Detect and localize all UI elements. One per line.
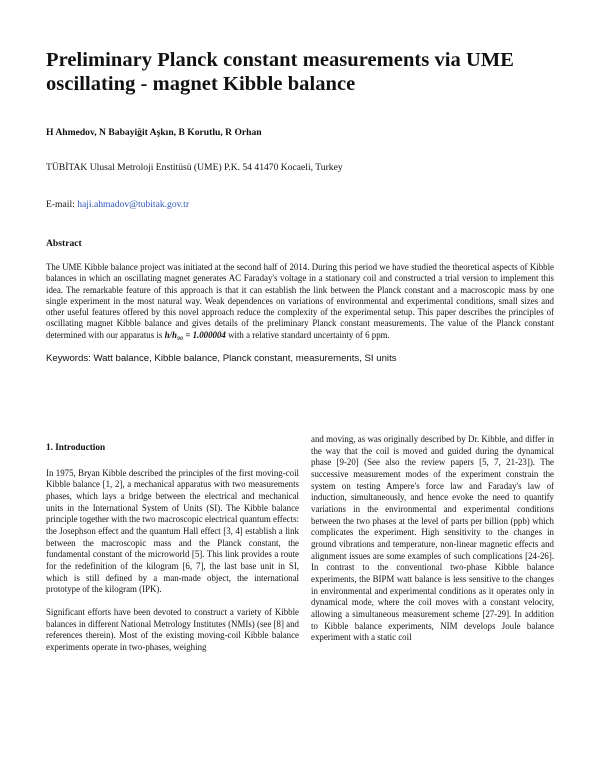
email-link[interactable]: haji.ahmadov@tubitak.gov.tr (77, 199, 190, 210)
abstract-tail: with a relative standard uncertainty of 6 ppm. (225, 329, 390, 340)
abstract-formula: h/h₉₀ = 1.000004 (164, 329, 226, 340)
body-columns (46, 434, 554, 665)
title-line-2: oscillating - magnet Kibble balance (46, 73, 356, 95)
abstract-body (46, 262, 554, 341)
title-line-1: Preliminary Planck constant measurements via UME (46, 49, 514, 71)
paper-header (46, 48, 554, 364)
author-list: H Ahmedov, N Babayiğit Aşkın, B Korutlu, R Orhan (46, 127, 262, 138)
intro-paragraph-3: and moving, as was originally described by Dr. Kibble, and differ in the way that the coil is moved and guided during the dynamical phase [9-20] (See also the review papers [5, 7, 21-23]). The successive measurement modes of the experiment constrain the system on testing Ampere's force law and Faraday's law of induction, simultaneously, and hence evoke the need to quantify variations in the environmental and experimental conditions between the two phases at the level of parts per billion (ppb) which complicates the experiment. High sensitivity to the changes in ground vibrations and temperature, non-linear magnetic effects and alignment issues are some examples of such complications [24-26]. In contrast to the conventional two-phase Kibble balance experiments, the BIPM watt balance is less sensitive to the changes in environmental and experimental conditions as it operates only in dynamical mode, where the coil moves with a constant velocity, allowing a simultaneous measurement scheme [27-29]. In addition to Kibble balance experiments, NIM develops Joule balance experiment with a static coil (311, 434, 554, 643)
affiliation: TÜBİTAK Ulusal Metroloji Enstitüsü (UME) P.K. 54 41470 Kocaeli, Turkey (46, 162, 343, 173)
abstract-heading: Abstract (46, 238, 82, 249)
paper-title (46, 48, 554, 96)
intro-paragraph-2: Significant efforts have been devoted to construct a variety of Kibble balances in different National Metrology Institutes (NMIs) (see [8] and references therein). Most of the existing moving-coil Kibble balance experiments operate in two-phases, weighing (46, 606, 299, 652)
left-column (46, 434, 299, 665)
abstract-text: The UME Kibble balance project was initiated at the second half of 2014. During this period we have studied the theoretical aspects of Kibble balances in which an oscillating magnet generates AC Faraday's voltage in a stationary coil and constructed a trial version to implement this idea. The remarkable feature of this approach is that it can establish the link between the Planck constant and a macroscopic mass by one single experiment in the most natural way. Weak dependences on variations of environmental and experimental conditions, small sizes and other useful features offered by this novel approach reduce the complexity of the experimental setup. This paper describes the principles of oscillating magnet Kibble balance and gives details of the preliminary Planck constant measurements. The value of the Planck constant determined with our apparatus is (46, 262, 554, 340)
right-column (311, 434, 554, 665)
email-label: E-mail: (46, 199, 75, 210)
email-line (46, 199, 554, 210)
keywords: Keywords: Watt balance, Kibble balance, Planck constant, measurements, SI units (46, 353, 397, 365)
intro-paragraph-1: In 1975, Bryan Kibble described the principles of the first moving-coil Kibble balance [1, 2], a mechanical apparatus with two measurements phases, which lays a bridge between the electrical and mechanical units in the International System of Units (SI). The Kibble balance principle together with the two macroscopic electrical quantum effects: the Josephson effect and the quantum Hall effect [3, 4] establish a link between the macroscopic mass and the Planck constant, the fundamental constant of the microworld [5]. This link provides a route for the redefinition of the kilogram [6, 7], the last base unit in SI, which is still defined by a man-made object, the international prototype of the kilogram (IPK). (46, 467, 299, 595)
section-heading-introduction: 1. Introduction (46, 442, 106, 452)
